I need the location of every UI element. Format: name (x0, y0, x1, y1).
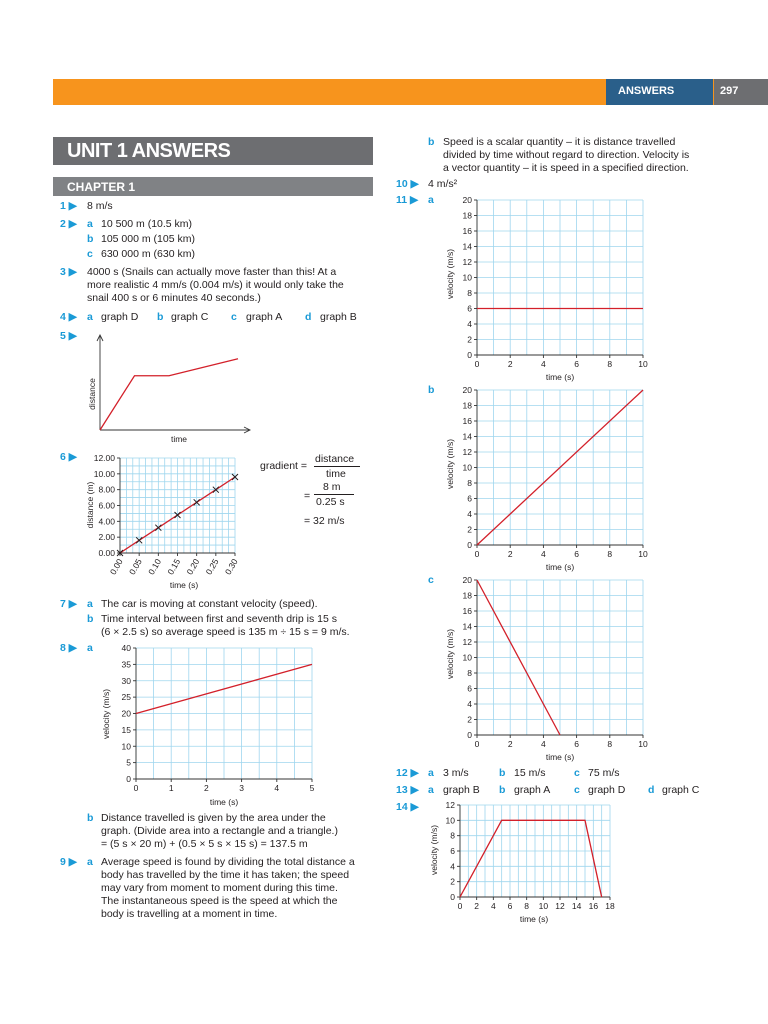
q1-answer: 8 m/s (87, 200, 113, 212)
x-tick-label: 0.00 (107, 557, 125, 577)
y-tick-label: 12 (445, 800, 455, 810)
q9b-line-3: a vector quantity – it is speed in a specified direction. (443, 162, 689, 174)
data-line (460, 820, 602, 897)
q12a-answer: 3 m/s (443, 767, 469, 779)
q11c-y-axis-label: velocity (m/s) (445, 628, 455, 680)
y-tick-label: 12 (462, 257, 472, 267)
q7b-label: b (87, 613, 94, 625)
q11c-x-axis-label: time (s) (545, 752, 575, 762)
y-tick-label: 6 (450, 846, 455, 856)
x-tick-label: 4 (274, 783, 280, 793)
y-tick-label: 16 (462, 226, 472, 236)
x-tick-label: 4 (541, 549, 546, 559)
q6-number: 6 ▶ (60, 451, 77, 463)
q6-fraction1-denominator: time (326, 468, 346, 480)
y-tick-label: 6.00 (98, 500, 115, 511)
q8b-label: b (87, 812, 94, 824)
y-tick-label: 8 (467, 288, 472, 298)
x-tick-label: 2 (474, 901, 480, 911)
q8b-line-2: graph. (Divide area into a rectangle and a triangle.) (101, 825, 338, 837)
q6-fraction2-denominator: 0.25 s (316, 496, 345, 508)
q2a-answer: 10 500 m (10.5 km) (101, 218, 193, 230)
q11c-label: c (428, 574, 434, 586)
y-tick-label: 2 (467, 524, 472, 535)
y-tick-label: 6 (467, 303, 472, 314)
q14-number: 14 ▶ (396, 801, 419, 813)
q2b-label: b (87, 233, 94, 245)
x-tick-label: 1 (168, 783, 174, 793)
q10-number: 10 ▶ (396, 178, 419, 190)
section-label-box (606, 79, 713, 105)
y-tick-label: 0 (126, 774, 131, 784)
q6-fraction2-numerator: 8 m (323, 481, 341, 493)
q14-y-axis-label: velocity (m/s) (429, 824, 439, 876)
y-tick-label: 20 (462, 385, 472, 395)
q8a-y-axis-label: velocity (m/s) (101, 688, 111, 740)
q4b-answer: graph C (171, 311, 209, 323)
chapter-title: CHAPTER 1 (67, 180, 136, 194)
q3-line-1: 4000 s (Snails can actually move faster than this! At a (87, 266, 337, 278)
y-tick-label: 14 (462, 431, 472, 442)
x-tick-label: 10 (638, 739, 648, 749)
q9a-line-1: Average speed is found by dividing the total distance a (101, 856, 355, 868)
q11b-graph (440, 382, 660, 572)
q9-number: 9 ▶ (60, 856, 77, 868)
q2b-answer: 105 000 m (105 km) (101, 233, 195, 245)
q5-graph (80, 330, 260, 450)
y-tick-label: 16 (462, 606, 472, 616)
x-tick-label: 16 (588, 901, 599, 911)
x-tick-label: 6 (574, 359, 579, 369)
q6-graph (80, 448, 260, 593)
x-tick-label: 5 (309, 783, 315, 793)
y-tick-label: 0 (467, 730, 472, 740)
y-tick-label: 4 (467, 509, 472, 519)
q4a-label: a (87, 311, 93, 323)
y-tick-label: 10 (121, 741, 131, 752)
y-tick-label: 20 (462, 575, 472, 585)
x-tick-label: 10 (538, 901, 549, 911)
y-tick-label: 30 (121, 675, 131, 686)
q11b-x-axis-label: time (s) (545, 562, 575, 572)
q7a-label: a (87, 598, 93, 610)
x-tick-label: 10 (638, 549, 648, 559)
page-number-box (714, 79, 768, 105)
y-tick-label: 8 (467, 668, 472, 678)
q4c-answer: graph A (246, 311, 283, 323)
q9a-line-3: may vary from moment to moment during this time. (101, 882, 338, 894)
y-tick-label: 2 (467, 334, 472, 345)
y-tick-label: 2.00 (98, 532, 115, 543)
q10-answer: 4 m/s² (428, 178, 458, 190)
q13-number: 13 ▶ (396, 784, 419, 796)
y-tick-label: 4 (467, 699, 472, 709)
q2c-answer: 630 000 m (630 km) (101, 248, 195, 260)
q9b-line-1: Speed is a scalar quantity – it is distance travelled (443, 136, 676, 148)
q11c-graph (440, 572, 660, 762)
q3-number: 3 ▶ (60, 266, 77, 278)
q4d-answer: graph B (320, 311, 357, 323)
x-tick-label: 0 (474, 739, 480, 749)
q6-equals: = (304, 490, 311, 502)
q5-number: 5 ▶ (60, 330, 77, 342)
q9a-line-4: The instantaneous speed is the speed at which the (101, 895, 338, 907)
y-tick-label: 14 (462, 241, 472, 252)
q5-y-axis-label: distance (87, 378, 97, 410)
q9b-label: b (428, 136, 435, 148)
q6-gradient-label: gradient = (260, 460, 307, 472)
q13c-answer: graph D (588, 784, 626, 796)
q8a-label: a (87, 642, 93, 654)
q2c-label: c (87, 248, 93, 260)
y-tick-label: 2 (467, 714, 472, 725)
page-number: 297 (720, 85, 739, 97)
x-tick-label: 14 (571, 901, 582, 911)
y-tick-label: 10 (445, 815, 455, 826)
x-tick-label: 2 (507, 739, 513, 749)
q5-x-axis-label: time (170, 434, 188, 444)
q1-number: 1 ▶ (60, 200, 77, 212)
y-tick-label: 20 (462, 195, 472, 205)
x-tick-label: 0 (133, 783, 139, 793)
y-tick-label: 40 (121, 643, 131, 653)
x-tick-label: 0.15 (165, 557, 183, 577)
q13d-answer: graph C (662, 784, 700, 796)
x-tick-label: 6 (507, 901, 513, 911)
x-tick-label: 8 (607, 359, 613, 369)
x-tick-label: 0 (457, 901, 463, 911)
q13b-answer: graph A (514, 784, 551, 796)
q11-number: 11 ▶ (396, 194, 419, 206)
q9b-line-2: divided by time without regard to direction. Velocity is (443, 149, 690, 161)
x-tick-label: 0.30 (222, 557, 240, 577)
x-tick-label: 8 (607, 739, 613, 749)
q7a-answer: The car is moving at constant velocity (speed). (101, 598, 318, 610)
q6-y-axis-label: distance (m) (85, 481, 95, 529)
y-tick-label: 10.00 (93, 468, 115, 479)
q14-graph (425, 798, 625, 928)
y-tick-label: 4 (450, 861, 455, 872)
y-tick-label: 4 (467, 319, 472, 329)
x-tick-label: 0 (474, 549, 480, 559)
q8b-line-1: Distance travelled is given by the area under the (101, 812, 326, 824)
y-tick-label: 6 (467, 683, 472, 694)
q7b-line-2: (6 × 2.5 s) so average speed is 135 m ÷ 15 s = 9 m/s. (101, 626, 350, 638)
chapter-title-box (53, 177, 373, 196)
q7b-line-1: Time interval between first and seventh drip is 15 s (101, 613, 337, 625)
x-tick-label: 4 (541, 739, 546, 749)
q4a-answer: graph D (101, 311, 139, 323)
data-line (100, 359, 238, 430)
section-label: ANSWERS (618, 85, 675, 97)
x-tick-label: 0.10 (146, 557, 164, 577)
q12c-answer: 75 m/s (588, 767, 620, 779)
y-tick-label: 18 (462, 590, 472, 601)
y-tick-label: 6 (467, 493, 472, 504)
q11a-y-axis-label: velocity (m/s) (445, 248, 455, 300)
y-tick-label: 10 (462, 272, 472, 283)
y-tick-label: 15 (121, 724, 131, 735)
y-tick-label: 0 (467, 350, 472, 360)
q3-line-2: more realistic 4 mm/s (0.004 m/s) it would only take the (87, 279, 344, 291)
y-tick-label: 0.00 (98, 548, 115, 558)
q4d-label: d (305, 311, 312, 323)
q8a-x-axis-label: time (s) (209, 797, 239, 807)
q6-x-axis-label: time (s) (169, 580, 199, 590)
x-tick-label: 4 (541, 359, 546, 369)
q13c-label: c (574, 784, 580, 796)
q4c-label: c (231, 311, 237, 323)
q2a-label: a (87, 218, 93, 230)
y-tick-label: 12 (462, 447, 472, 457)
q13a-label: a (428, 784, 434, 796)
y-tick-label: 25 (121, 692, 131, 703)
y-tick-label: 18 (462, 400, 472, 411)
x-tick-label: 12 (555, 901, 565, 911)
y-tick-label: 12 (462, 637, 472, 647)
y-tick-label: 16 (462, 416, 472, 426)
q8b-line-3: = (5 s × 20 m) + (0.5 × 5 s × 15 s) = 137.5 m (101, 838, 308, 850)
y-tick-label: 4.00 (98, 516, 115, 527)
q9a-line-5: body is travelling at a moment in time. (101, 908, 278, 920)
q14-x-axis-label: time (s) (519, 914, 549, 924)
q3-line-3: snail 400 s or 6 minutes 40 seconds.) (87, 292, 261, 304)
x-tick-label: 8 (607, 549, 613, 559)
y-tick-label: 12.00 (93, 453, 115, 463)
q6-result: = 32 m/s (304, 515, 345, 527)
x-tick-label: 0.25 (203, 557, 221, 577)
q13b-label: b (499, 784, 506, 796)
x-tick-label: 6 (574, 739, 579, 749)
q12a-label: a (428, 767, 434, 779)
y-tick-label: 5 (126, 757, 131, 768)
x-tick-label: 6 (574, 549, 579, 559)
q7-number: 7 ▶ (60, 598, 77, 610)
q12c-label: c (574, 767, 580, 779)
x-tick-label: 4 (490, 901, 496, 911)
y-tick-label: 14 (462, 621, 472, 632)
q11b-y-axis-label: velocity (m/s) (445, 438, 455, 490)
y-tick-label: 10 (462, 462, 472, 473)
y-tick-label: 18 (462, 210, 472, 221)
q13a-answer: graph B (443, 784, 480, 796)
x-tick-label: 0.05 (126, 557, 144, 577)
x-tick-label: 0 (474, 359, 480, 369)
q9a-line-2: body has travelled by the time it has taken; the speed (101, 869, 350, 881)
y-tick-label: 10 (462, 652, 472, 663)
x-tick-label: 2 (507, 549, 513, 559)
y-tick-label: 8 (467, 478, 472, 488)
q4b-label: b (157, 311, 164, 323)
y-tick-label: 0 (467, 540, 472, 550)
x-tick-label: 2 (204, 783, 209, 793)
y-tick-label: 35 (121, 659, 131, 670)
x-tick-label: 10 (638, 359, 648, 369)
q2-number: 2 ▶ (60, 218, 77, 230)
q6-fraction1-bar (314, 466, 360, 467)
y-tick-label: 8 (450, 830, 455, 841)
q8a-graph (96, 642, 326, 812)
q11a-label: a (428, 194, 434, 206)
q12b-answer: 15 m/s (514, 767, 546, 779)
x-tick-label: 18 (605, 901, 615, 911)
q13d-label: d (648, 784, 655, 796)
unit-title-box (53, 137, 373, 165)
q6-fraction2-bar (314, 494, 354, 495)
x-tick-label: 3 (239, 783, 244, 793)
q12-number: 12 ▶ (396, 767, 419, 779)
y-tick-label: 2 (450, 876, 455, 887)
q9a-label: a (87, 856, 93, 868)
x-tick-label: 0.20 (184, 557, 202, 577)
y-tick-label: 8.00 (98, 484, 115, 495)
unit-title: UNIT 1 ANSWERS (67, 140, 231, 162)
x-tick-label: 8 (524, 901, 530, 911)
y-tick-label: 20 (121, 708, 131, 719)
q12b-label: b (499, 767, 506, 779)
q6-fraction1-numerator: distance (315, 453, 355, 465)
q11b-label: b (428, 384, 435, 396)
q8-number: 8 ▶ (60, 642, 77, 654)
y-tick-label: 0 (450, 892, 455, 902)
q4-number: 4 ▶ (60, 311, 77, 323)
q11a-x-axis-label: time (s) (545, 372, 575, 382)
q11a-graph (440, 192, 660, 382)
x-tick-label: 2 (507, 359, 513, 369)
